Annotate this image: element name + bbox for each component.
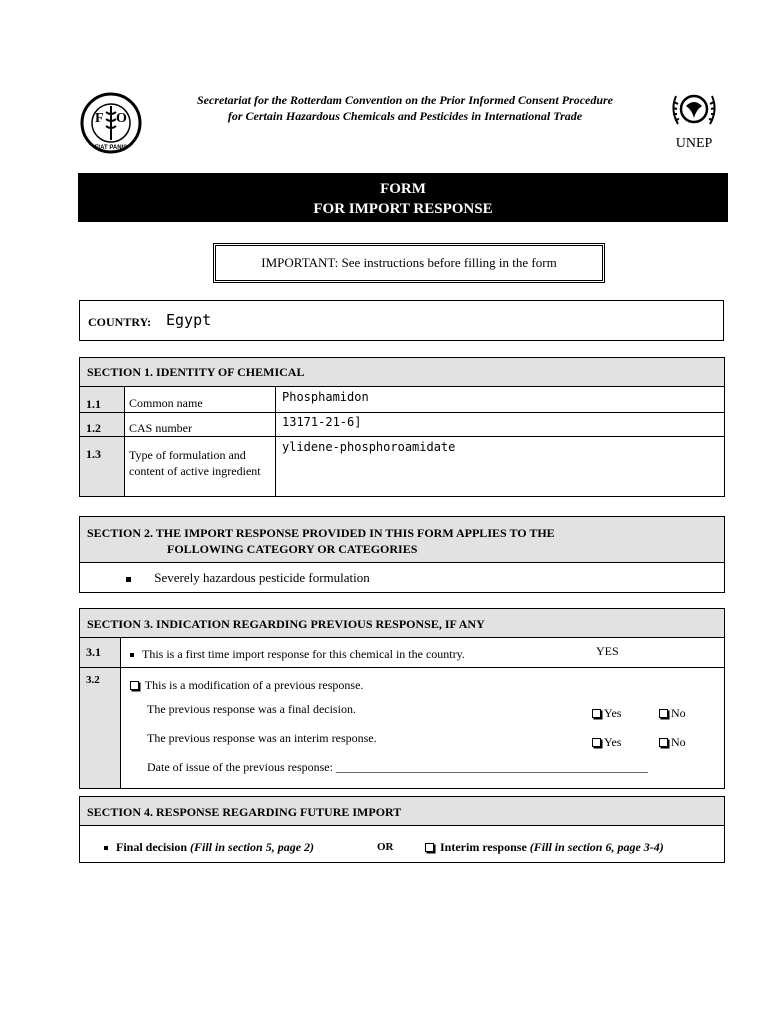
- table-row: [80, 437, 725, 497]
- modification-option[interactable]: [130, 678, 363, 693]
- section2-heading: [80, 517, 724, 563]
- cas-number-field[interactable]: 13171-21-6]: [276, 413, 725, 437]
- final-decision-text: The previous response was a final decision.: [147, 702, 356, 716]
- title-line1: FORM: [380, 181, 426, 197]
- date-field[interactable]: ____________________________________________________: [335, 760, 648, 774]
- table-row: [80, 413, 725, 437]
- formulation-field[interactable]: ylidene-phosphoroamidate: [276, 437, 725, 497]
- divider: [80, 667, 724, 668]
- bullet-icon: [130, 653, 134, 657]
- checkbox-icon[interactable]: [425, 843, 434, 852]
- or-label: OR: [377, 841, 394, 853]
- checkbox-icon[interactable]: [130, 681, 139, 690]
- section2-heading-line2: FOLLOWING CATEGORY OR CATEGORIES: [167, 542, 418, 556]
- fao-logo: [80, 92, 142, 154]
- row-number: 3.1: [86, 645, 101, 659]
- first-time-response: [130, 647, 465, 662]
- checkbox-icon[interactable]: [659, 738, 668, 747]
- final-no-option[interactable]: [659, 706, 686, 721]
- interim-yes-option[interactable]: [592, 735, 621, 750]
- section3-number-column: [80, 638, 121, 788]
- row-label: Common name: [125, 387, 276, 413]
- common-name-field[interactable]: Phosphamidon: [276, 387, 725, 413]
- section4-heading: SECTION 4. RESPONSE REGARDING FUTURE IMPORT: [80, 797, 724, 826]
- svg-text:F: F: [95, 111, 104, 126]
- previous-date-row: [147, 760, 648, 775]
- final-decision-option[interactable]: [104, 840, 314, 855]
- row-number: 1.3: [80, 437, 125, 497]
- row-label: CAS number: [125, 413, 276, 437]
- table-row: [80, 387, 725, 413]
- section2: [79, 516, 725, 593]
- bullet-icon: [104, 846, 108, 850]
- checkbox-icon[interactable]: [592, 738, 601, 747]
- interim-response-text: The previous response was an interim response.: [147, 731, 377, 745]
- first-time-answer[interactable]: YES: [596, 644, 619, 658]
- yes-label: Yes: [604, 735, 622, 749]
- unep-logo: [666, 88, 722, 150]
- checkbox-icon[interactable]: [592, 709, 601, 718]
- no-label: No: [671, 735, 686, 749]
- first-time-text: This is a first time import response for this chemical in the country.: [142, 647, 465, 661]
- secretariat-header: [150, 92, 660, 124]
- category-text: Severely hazardous pesticide formulation: [154, 570, 370, 585]
- row-number: 1.2: [80, 413, 125, 437]
- final-decision-note: (Fill in section 5, page 2): [190, 840, 315, 854]
- interim-response-option[interactable]: [425, 840, 664, 855]
- category-item: [80, 563, 724, 586]
- unep-emblem-icon: [666, 88, 722, 134]
- modification-text: This is a modification of a previous response.: [144, 678, 364, 692]
- yes-label: Yes: [604, 706, 622, 720]
- section1-heading: SECTION 1. IDENTITY OF CHEMICAL: [80, 358, 725, 387]
- header-line1: Secretariat for the Rotterdam Convention on the Prior Informed Consent Procedure: [196, 93, 614, 107]
- interim-response-note: (Fill in section 6, page 3-4): [529, 840, 664, 854]
- bullet-icon: [126, 577, 131, 582]
- unep-text: UNEP: [675, 136, 713, 151]
- interim-no-option[interactable]: [659, 735, 686, 750]
- section4: [79, 796, 725, 863]
- final-decision-label: Final decision: [116, 840, 188, 854]
- section3-heading: SECTION 3. INDICATION REGARDING PREVIOUS RESPONSE, IF ANY: [80, 609, 724, 638]
- title-line2: FOR IMPORT RESPONSE: [313, 201, 493, 217]
- interim-response-label: Interim response: [440, 840, 527, 854]
- section1-table: [79, 357, 725, 497]
- svg-text:FIAT PANIS: FIAT PANIS: [94, 145, 128, 151]
- row-label: Type of formulation and content of active ingredient: [125, 437, 276, 497]
- date-label: Date of issue of the previous response:: [147, 760, 333, 774]
- important-notice: IMPORTANT: See instructions before filling in the form: [213, 243, 605, 283]
- header-line2: for Certain Hazardous Chemicals and Pesticides in International Trade: [227, 109, 583, 123]
- form-title: [78, 173, 728, 222]
- section2-heading-line1: SECTION 2. THE IMPORT RESPONSE PROVIDED IN THIS FORM APPLIES TO THE: [87, 526, 555, 540]
- country-box: [79, 300, 724, 341]
- checkbox-icon[interactable]: [659, 709, 668, 718]
- final-yes-option[interactable]: [592, 706, 621, 721]
- section3: [79, 608, 725, 789]
- svg-text:O: O: [116, 111, 127, 126]
- country-field[interactable]: Egypt: [166, 311, 212, 329]
- row-number: 1.1: [80, 387, 125, 413]
- country-label: COUNTRY:: [88, 315, 152, 329]
- row-number: 3.2: [86, 674, 100, 686]
- no-label: No: [671, 706, 686, 720]
